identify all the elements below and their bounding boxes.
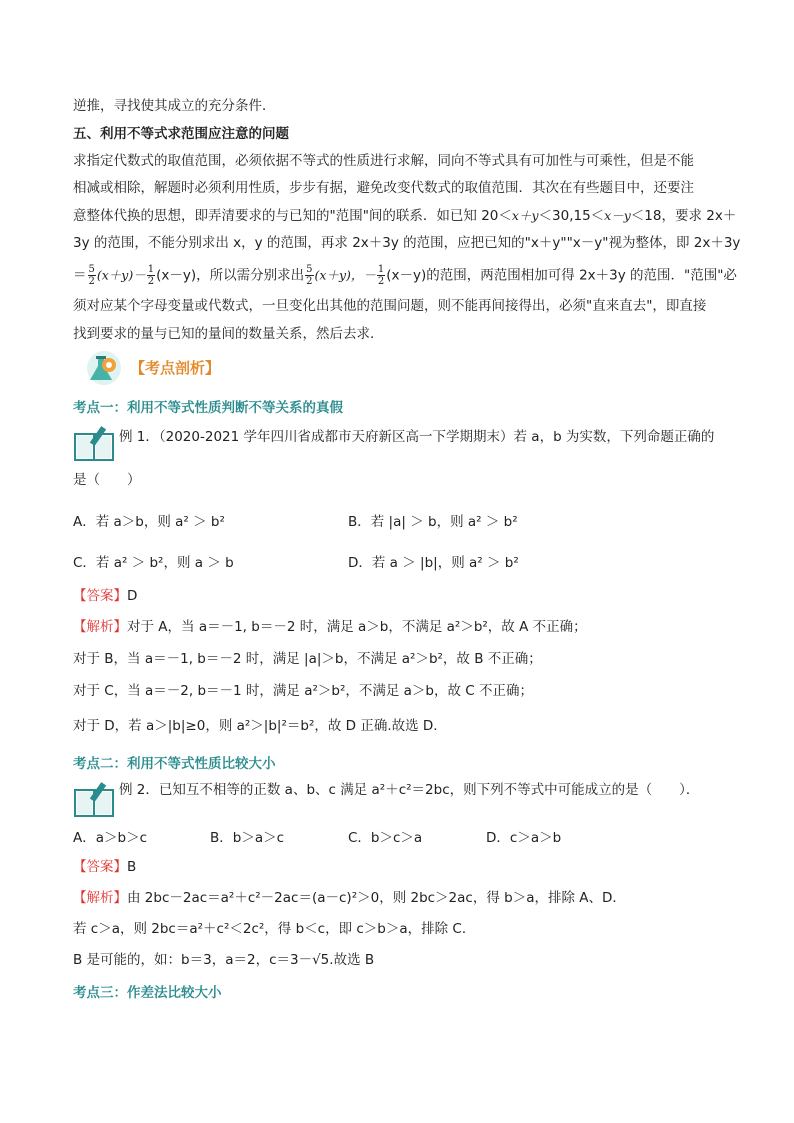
paragraph-line-5 — [73, 264, 737, 287]
topic-2-title: 考点二：利用不等式性质比较大小 — [73, 756, 276, 772]
analysis-2-line-2: 若 c＞a，则 2bc＝a²＋c²＜2c²，得 b＜c，即 c＞b＞a，排除 C． — [73, 921, 476, 937]
paragraph-line-3 — [73, 206, 736, 226]
text-run: ＜30,15＜ — [538, 208, 605, 224]
option-d: D．若 a ＞ |b|，则 a² ＞ b² — [348, 555, 519, 571]
fraction — [88, 264, 96, 287]
text-run: ＜18，要求 2x＋ — [630, 208, 737, 224]
example-2-line-1: 例 2．已知互不相等的正数 a、b、c 满足 a²＋c²＝2bc，则下列不等式中可能成立的是（ ）． — [119, 782, 700, 798]
fraction-numerator: 5 — [306, 264, 313, 275]
answer-value: D — [127, 588, 138, 604]
answer-tag: 【答案】 — [73, 859, 127, 875]
analysis-tag: 【解析】 — [73, 890, 127, 906]
text-run: (x－y)的范围，两范围相加可得 2x＋3y 的范围．"范围"必 — [386, 267, 737, 284]
paragraph-line-6: 须对应某个字母变量或代数式，一旦变化出其他的范围问题，则不能再间接得出，必须"直来直去"，即直接 — [73, 298, 707, 314]
topic-3-title: 考点三：作差法比较大小 — [73, 985, 222, 1001]
fraction-denominator: 2 — [88, 276, 95, 287]
analysis-1-line-2: 对于 B，当 a＝－1, b＝－2 时，满足 |a|＞b，不满足 a²＞b²，故 B 不正确； — [73, 651, 542, 667]
text-run: 意整体代换的思想，即弄清要求的与已知的"范围"间的联系．如已知 20＜ — [73, 208, 512, 224]
math-run: (x＋y)，－ — [314, 267, 376, 283]
fraction — [147, 264, 155, 287]
text-run: (x－y)，所以需分别求出 — [156, 267, 305, 284]
option-c: C．若 a² ＞ b²，则 a ＞ b — [73, 555, 234, 571]
option-b: B．b＞a＞c — [210, 830, 285, 846]
example-1-line-2: 是（ ） — [73, 472, 141, 488]
option-d: D．c＞a＞b — [486, 830, 562, 846]
book-pencil-icon — [73, 782, 117, 818]
fraction — [305, 264, 313, 287]
answer-tag: 【答案】 — [73, 588, 127, 604]
example-1-line-1: 例 1．（2020-2021 学年四川省成都市天府新区高一下学期期末）若 a，b 为实数，下列命题正确的 — [119, 429, 715, 445]
answer-1 — [73, 586, 137, 606]
section-banner: 【考点剖析】 — [130, 359, 221, 377]
book-pencil-icon — [73, 426, 117, 462]
analysis-text: 由 2bc－2ac＝a²＋c²－2ac＝(a－c)²＞0，则 2bc＞2ac，得 b＞a，排除 A、D． — [127, 890, 626, 906]
analysis-1-line-4: 对于 D，若 a＞|b|≥0，则 a²＞|b|²＝b²，故 D 正确.故选 D. — [73, 718, 438, 734]
analysis-tag: 【解析】 — [73, 619, 127, 635]
intro-line: 逆推，寻找使其成立的充分条件． — [73, 98, 276, 114]
fraction-numerator: 5 — [88, 264, 95, 275]
section-heading: 五、利用不等式求范围应注意的问题 — [73, 126, 289, 142]
analysis-2-line-1 — [73, 888, 626, 908]
analysis-1-line-3: 对于 C，当 a＝－2, b＝－1 时，满足 a²＞b²，不满足 a＞b，故 C 不正确； — [73, 683, 534, 699]
fraction-denominator: 2 — [306, 276, 313, 287]
analysis-1-line-1 — [73, 617, 587, 637]
answer-value: B — [127, 859, 137, 875]
option-a: A．a＞b＞c — [73, 830, 147, 846]
analysis-text: 对于 A，当 a＝－1, b＝－2 时，满足 a＞b，不满足 a²＞b²，故 A 不正确； — [127, 619, 587, 635]
fraction-denominator: 2 — [147, 276, 155, 287]
fraction-numerator: 1 — [147, 264, 155, 275]
math-run: (x＋y)－ — [96, 267, 146, 283]
paragraph-line-2: 相减或相除，解题时必须利用性质，步步有据，避免改变代数式的取值范围．其次在有些题目中，还要注 — [73, 180, 694, 196]
flask-icon — [82, 346, 126, 386]
option-c: C．b＞c＞a — [348, 830, 423, 846]
topic-1-title: 考点一：利用不等式性质判断不等关系的真假 — [73, 400, 343, 416]
text-run: ＝ — [73, 267, 87, 284]
paragraph-line-4: 3y 的范围，不能分别求出 x，y 的范围，再求 2x＋3y 的范围，应把已知的"x＋y""x－y"视为整体，即 2x＋3y — [73, 235, 741, 251]
fraction — [377, 264, 385, 287]
fraction-denominator: 2 — [377, 276, 385, 287]
answer-2 — [73, 857, 136, 877]
option-a: A．若 a＞b，则 a² ＞ b² — [73, 514, 225, 530]
math-run: x＋y — [511, 208, 539, 223]
paragraph-line-1: 求指定代数式的取值范围，必须依据不等式的性质进行求解，同向不等式具有可加性与可乘性，但是不能 — [73, 153, 694, 169]
option-b: B．若 |a| ＞ b，则 a² ＞ b² — [348, 514, 518, 530]
math-run: x－y — [604, 208, 631, 223]
fraction-numerator: 1 — [377, 264, 385, 275]
analysis-2-line-3: B 是可能的，如：b＝3，a＝2，c＝3－√5.故选 B — [73, 952, 375, 968]
paragraph-line-7: 找到要求的量与已知的量间的数量关系，然后去求． — [73, 326, 384, 342]
